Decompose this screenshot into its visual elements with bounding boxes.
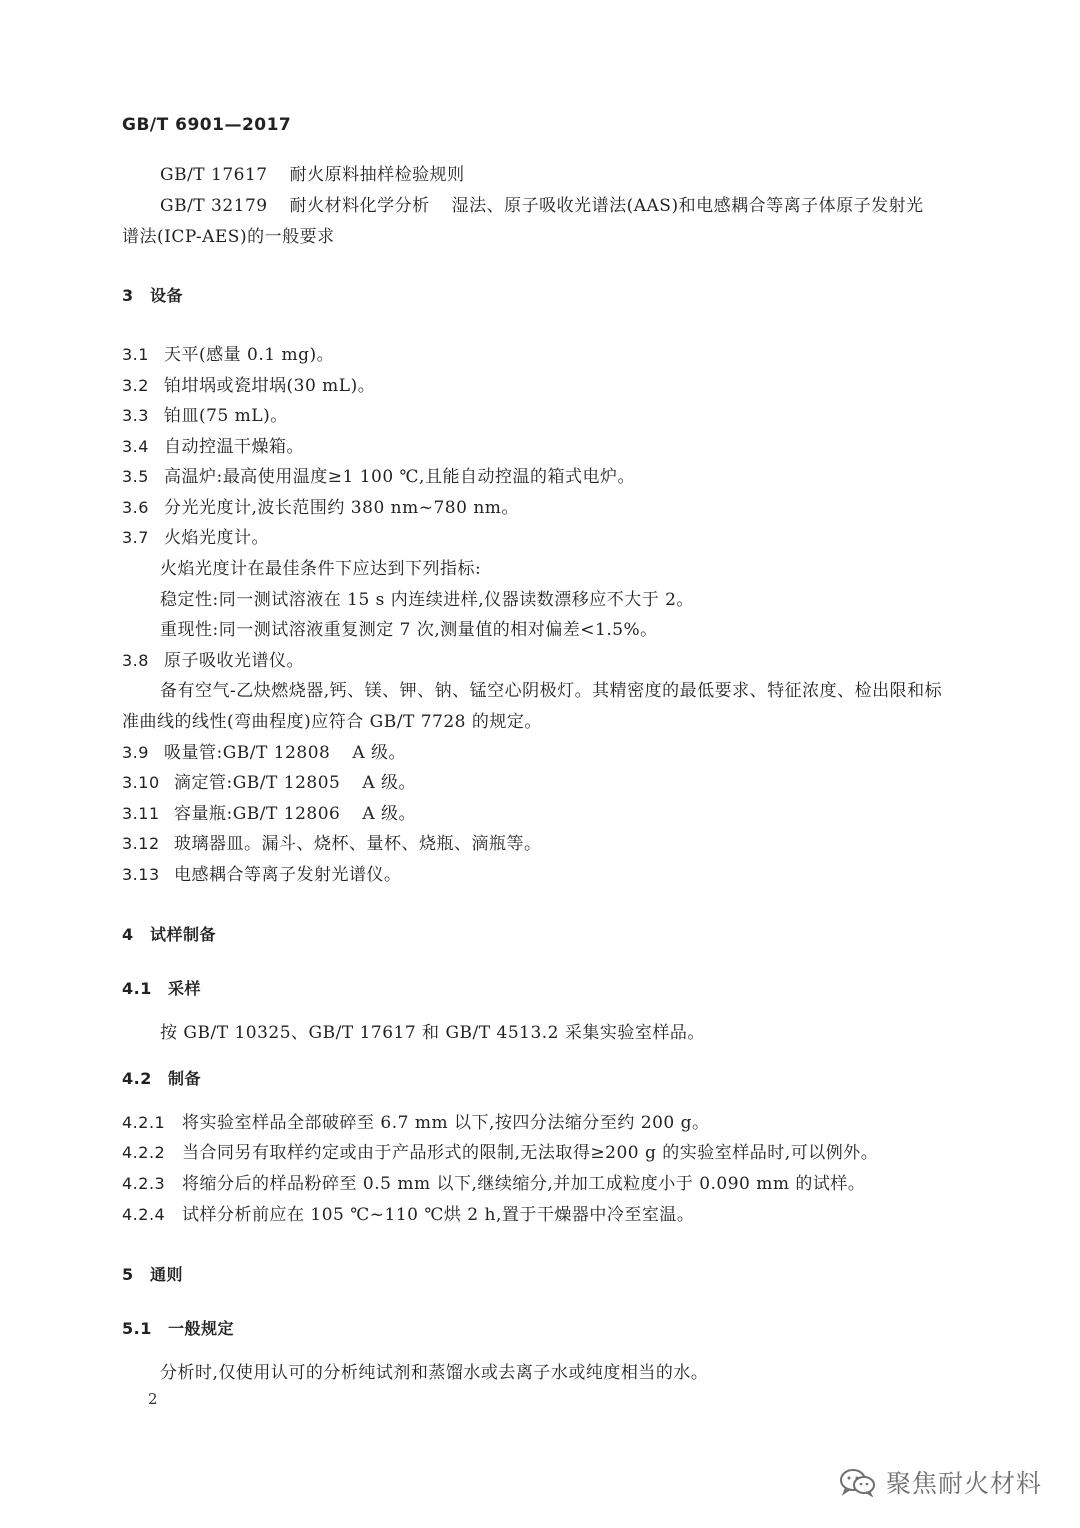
subsection-title: 制备 (168, 1069, 202, 1088)
item-number: 3.5 (122, 467, 149, 486)
section-title: 试样制备 (150, 925, 217, 944)
reference-title: 耐火材料化学分析 (289, 196, 430, 216)
item-number: 3.3 (122, 406, 149, 425)
item-4-2-1 (122, 1112, 710, 1134)
sampling-text: 按 GB/T 10325、GB/T 17617 和 GB/T 4513.2 采集实验室样品。 (160, 1023, 705, 1043)
aas-note-line-2: 准曲线的线性(弯曲程度)应符合 GB/T 7728 的规定。 (122, 712, 542, 732)
item-3-13 (122, 864, 402, 886)
item-3-11 (122, 803, 416, 825)
item-text: 当合同另有取样约定或由于产品形式的限制,无法取得≥200 g 的实验室样品时,可以例外。 (182, 1143, 879, 1163)
watermark (838, 1462, 1042, 1502)
subsection-4-1-heading (122, 978, 201, 1000)
reference-title-part2: 湿法、原子吸收光谱法(AAS)和电感耦合等离子体原子发射光 (451, 196, 924, 216)
item-3-1 (122, 344, 334, 366)
item-3-10 (122, 772, 416, 794)
item-text: 自动控温干燥箱。 (164, 437, 304, 457)
item-number: 4.2.3 (122, 1174, 166, 1193)
item-text: 火焰光度计。 (164, 528, 269, 548)
item-text: 原子吸收光谱仪。 (164, 651, 304, 671)
item-text: 将实验室样品全部破碎至 6.7 mm 以下,按四分法缩分至约 200 g。 (182, 1113, 710, 1133)
item-text: 滴定管:GB/T 12805 (174, 773, 341, 793)
item-text: 天平(感量 0.1 mg)。 (164, 345, 335, 365)
aas-note-line-1: 备有空气-乙炔燃烧器,钙、镁、钾、钠、锰空心阴极灯。其精密度的最低要求、特征浓度、检出限和标 (160, 681, 943, 701)
page-number: 2 (148, 1390, 158, 1408)
item-text: 试样分析前应在 105 ℃~110 ℃烘 2 h,置于干燥器中冷至室温。 (182, 1205, 695, 1225)
item-number: 3.9 (122, 743, 149, 762)
subsection-number: 4.1 (122, 979, 152, 998)
item-grade: A 级。 (362, 804, 417, 824)
item-3-2 (122, 375, 375, 397)
item-number: 3.4 (122, 437, 149, 456)
item-text: 容量瓶:GB/T 12806 (174, 804, 341, 824)
reference-code: GB/T 17617 (160, 165, 268, 185)
section-number: 4 (122, 925, 134, 944)
item-number: 4.2.4 (122, 1205, 166, 1224)
reference-code: GB/T 32179 (160, 196, 268, 216)
flame-note-reproducibility: 重现性:同一测试溶液重复测定 7 次,测量值的相对偏差<1.5%。 (160, 620, 658, 640)
item-text: 铂坩埚或瓷坩埚(30 mL)。 (164, 376, 376, 396)
item-text: 玻璃器皿。漏斗、烧杯、量杯、烧瓶、滴瓶等。 (174, 834, 542, 854)
item-number: 3.1 (122, 345, 149, 364)
item-text: 铂皿(75 mL)。 (164, 406, 288, 426)
subsection-5-1-heading (122, 1318, 234, 1340)
wechat-icon (838, 1467, 878, 1497)
item-number: 4.2.1 (122, 1113, 166, 1132)
item-number: 3.12 (122, 834, 160, 853)
item-3-3 (122, 405, 288, 427)
item-3-6 (122, 497, 519, 519)
item-3-4 (122, 436, 304, 458)
item-text: 高温炉:最高使用温度≥1 100 ℃,且能自动控温的箱式电炉。 (164, 467, 635, 487)
reference-title: 耐火原料抽样检验规则 (289, 165, 465, 185)
item-text: 分光光度计,波长范围约 380 nm~780 nm。 (164, 498, 519, 518)
item-text: 吸量管:GB/T 12808 (164, 743, 331, 763)
section-title: 设备 (150, 286, 184, 305)
flame-note-intro: 火焰光度计在最佳条件下应达到下列指标: (160, 559, 482, 579)
item-number: 3.11 (122, 804, 160, 823)
item-4-2-4 (122, 1204, 694, 1226)
item-number: 3.10 (122, 773, 160, 792)
item-3-12 (122, 833, 542, 855)
watermark-text: 聚焦耐火材料 (886, 1469, 1043, 1498)
item-number: 3.7 (122, 528, 149, 547)
item-3-9 (122, 742, 406, 764)
item-3-7 (122, 527, 269, 549)
reference-2-continuation: 谱法(ICP-AES)的一般要求 (122, 227, 335, 247)
section-3-heading (122, 285, 183, 307)
subsection-number: 4.2 (122, 1069, 152, 1088)
item-4-2-3 (122, 1173, 865, 1195)
item-text: 电感耦合等离子发射光谱仪。 (174, 865, 402, 885)
section-number: 3 (122, 286, 134, 305)
item-number: 3.8 (122, 651, 149, 670)
item-3-5 (122, 466, 635, 488)
subsection-title: 一般规定 (168, 1319, 235, 1338)
section-4-heading (122, 924, 216, 946)
standard-id: GB/T 6901—2017 (122, 115, 292, 135)
item-number: 3.6 (122, 498, 149, 517)
item-number: 3.2 (122, 376, 149, 395)
item-text: 将缩分后的样品粉碎至 0.5 mm 以下,继续缩分,并加工成粒度小于 0.090 mm 的试样。 (182, 1174, 866, 1194)
section-number: 5 (122, 1265, 134, 1284)
flame-note-stability: 稳定性:同一测试溶液在 15 s 内连续进样,仪器读数漂移应不大于 2。 (160, 590, 694, 610)
section-5-heading (122, 1264, 183, 1286)
item-number: 3.13 (122, 865, 160, 884)
subsection-title: 采样 (168, 979, 202, 998)
reference-2 (160, 195, 924, 217)
general-rule-text: 分析时,仅使用认可的分析纯试剂和蒸馏水或去离子水或纯度相当的水。 (160, 1363, 709, 1383)
reference-1 (160, 164, 465, 186)
item-grade: A 级。 (352, 743, 407, 763)
subsection-number: 5.1 (122, 1319, 152, 1338)
item-3-8 (122, 650, 304, 672)
item-number: 4.2.2 (122, 1143, 166, 1162)
item-grade: A 级。 (362, 773, 417, 793)
section-title: 通则 (150, 1265, 184, 1284)
subsection-4-2-heading (122, 1068, 201, 1090)
item-4-2-2 (122, 1142, 878, 1164)
